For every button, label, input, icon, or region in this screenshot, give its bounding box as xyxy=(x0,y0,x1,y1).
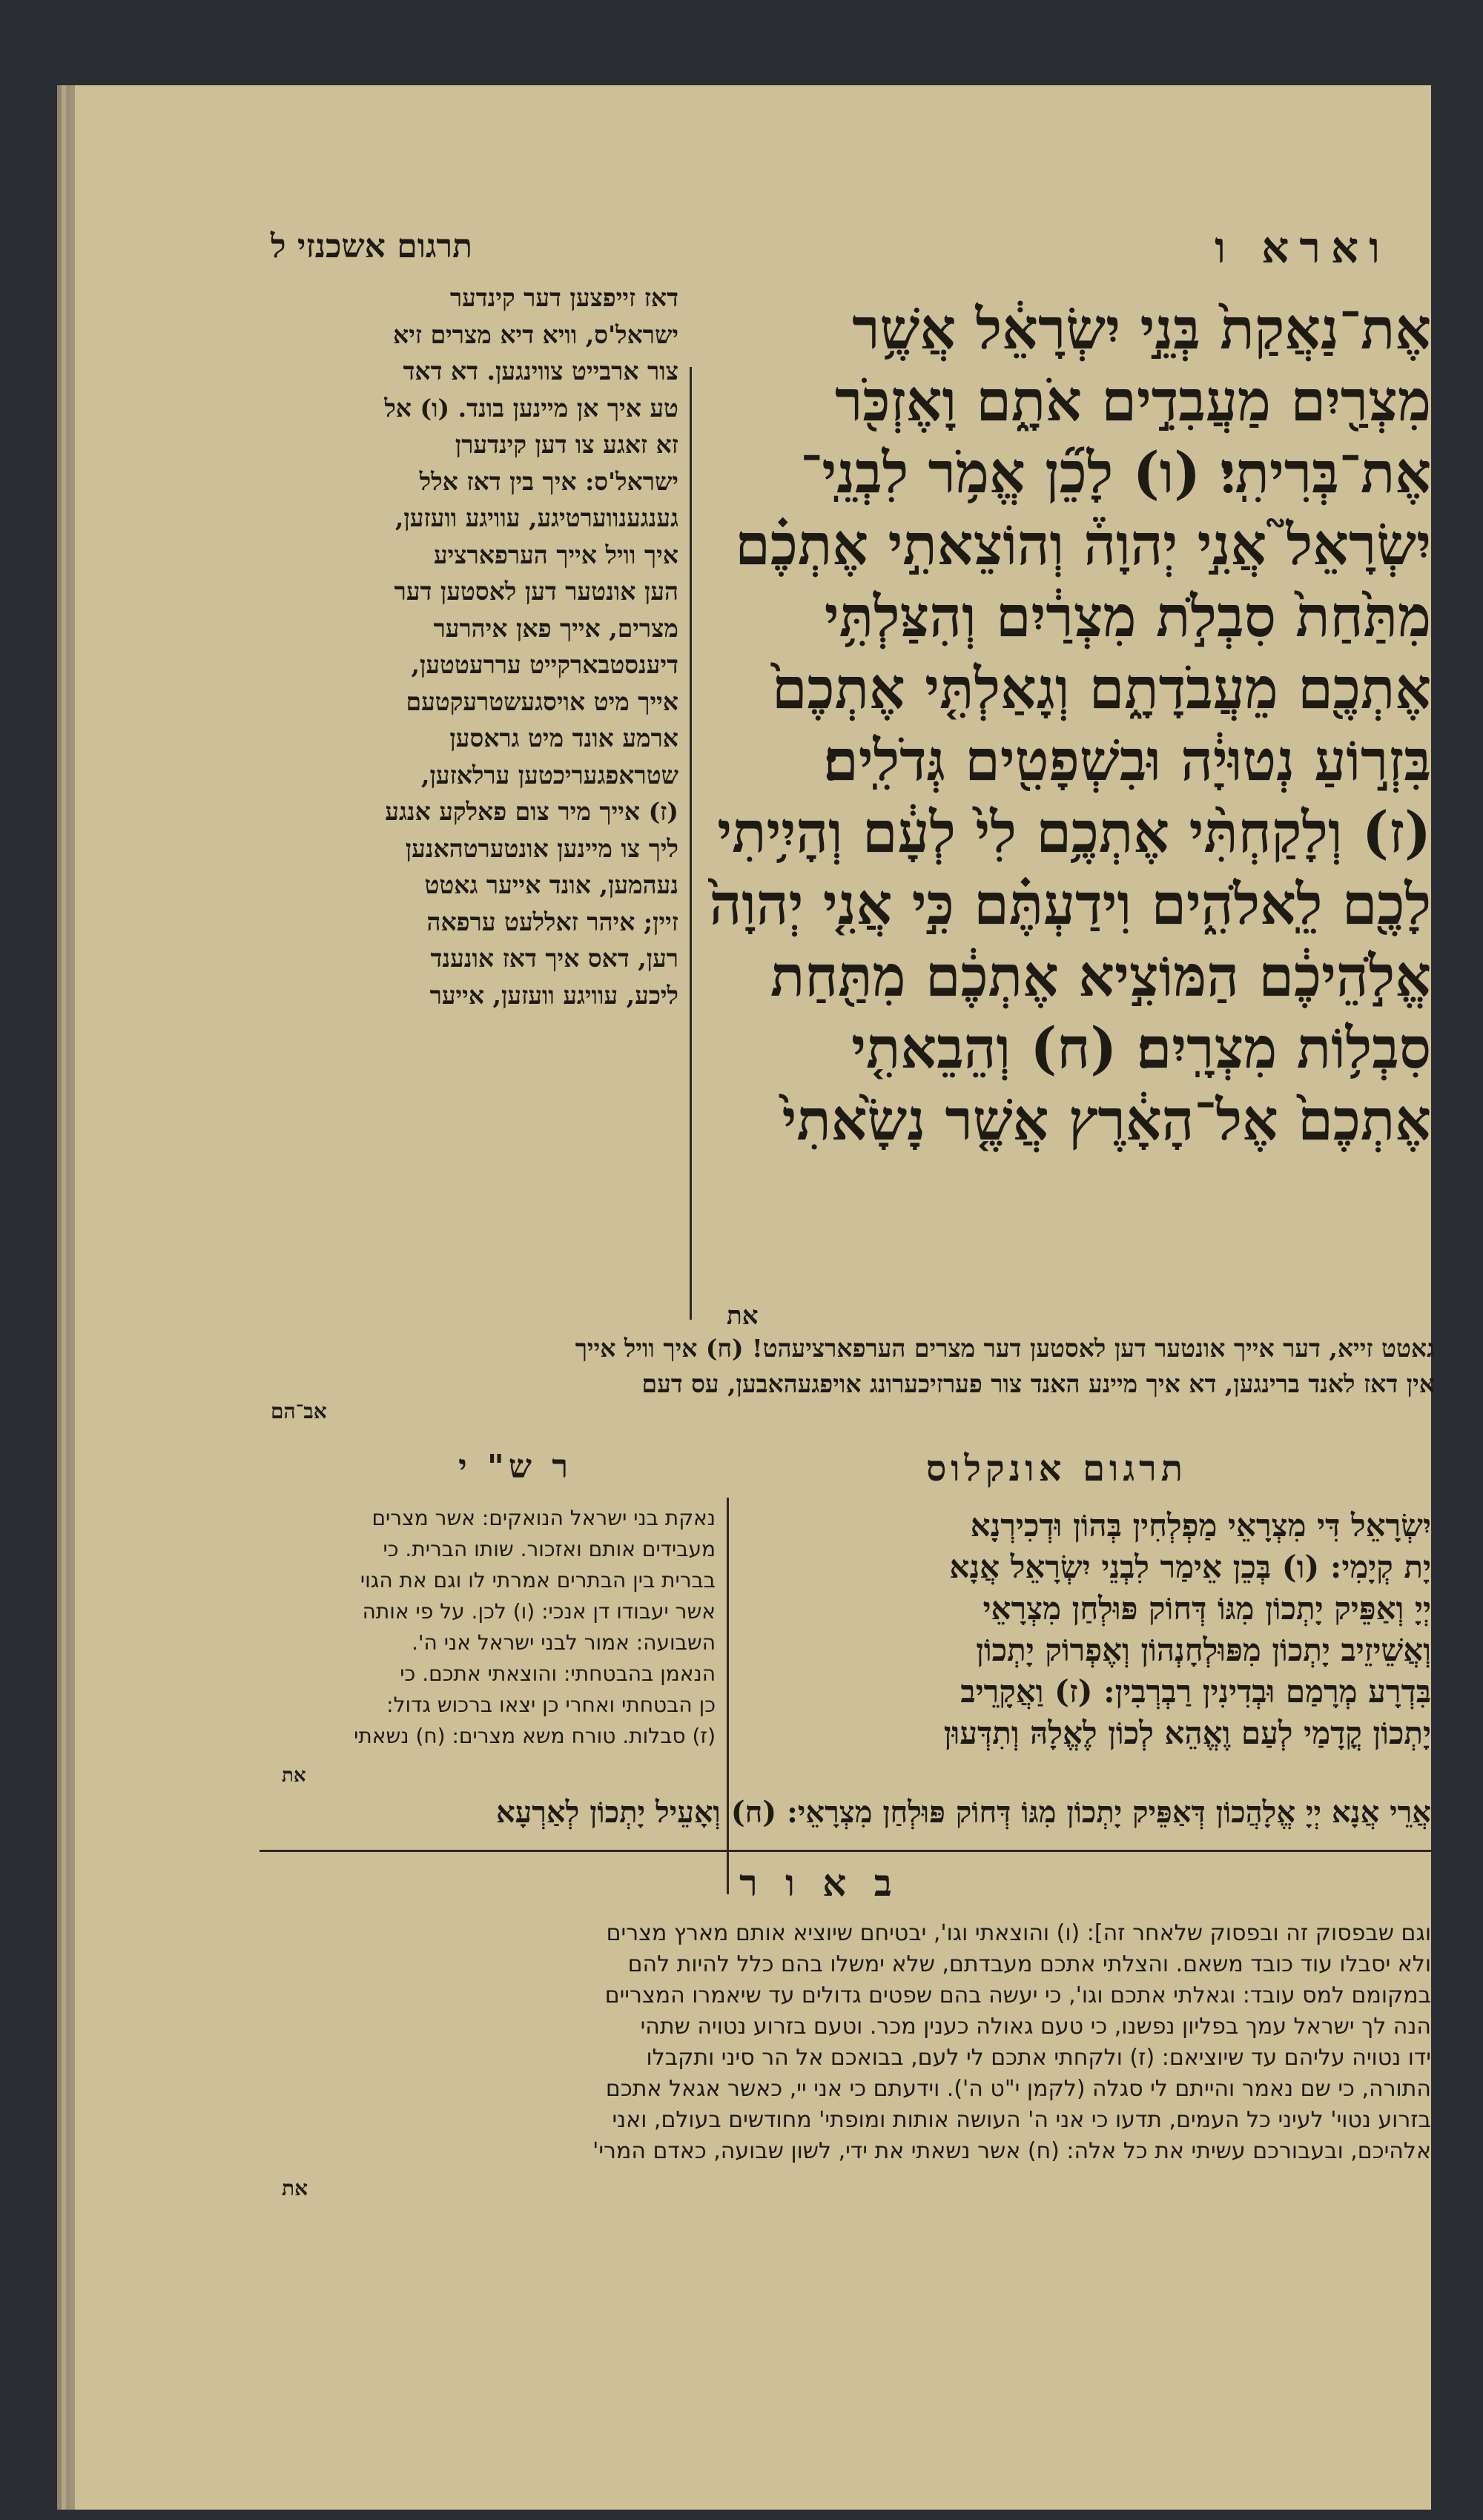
hebrew-catchword: את xyxy=(727,1301,759,1331)
rashi-title: ר ש" י xyxy=(458,1448,572,1486)
yiddish-line: ישראל'ס: איך בין דאז אלל xyxy=(419,466,678,496)
yiddish-line: דיענסטבארקייט עררעטטען, xyxy=(411,650,678,679)
rashi-line: מעבידים אותם ואזכור. שותו הברית. כי xyxy=(383,1537,716,1561)
hebrew-line: יִשְׂרָאֵל֮ אֲנִ֣י יְהוָה֒ וְהוֹצֵאתִ֣י אֶתְכֶ֗ם xyxy=(735,512,1431,578)
biur-line: הנה לך ישראל עמך בפליון נפשנו, כי טעם גאולה כענין מכר. וטעם בזרוע נטויה שתהי xyxy=(640,2014,1431,2040)
biur-line: במקומם למס עובד: וגאלתי אתכם וגו', כי יעשה בהם שפטים גדולים עד שיאמרו המצריים xyxy=(604,1982,1431,2008)
rashi-line: הנאמן בהבטחתי: והוצאתי אתכם. כי xyxy=(400,1661,716,1686)
yiddish-line: ליך צו מיינען אונטערטהאנען xyxy=(405,833,678,863)
biur-line: בזרוע נטוי' לעיני כל העמים, תדעו כי אני ה' העושה אותות ומופתי' מחודשים בעולם, ואני xyxy=(612,2107,1431,2133)
yiddish-line: זא זאגע צו דען קינדערן xyxy=(455,430,678,459)
rashi-line: השבועה: אמור לבני ישראל אני ה'. xyxy=(411,1630,716,1655)
yiddish-line: שטראפגעריכטען ערלאזען, xyxy=(421,760,678,790)
biur-text xyxy=(267,1918,1431,2167)
onkelos-line: יְיָ וְאַפֵּיק יָתְכוֹן מִגּוֹ דְּחוֹק פּוּלְחַן מִצְרָאֵי xyxy=(982,1590,1431,1627)
rashi-line: (ז) סבלות. טורח משא מצרים: (ח) נשאתי xyxy=(354,1724,716,1748)
yiddish-line: אייך מיט אויסגעשטרעקטעם xyxy=(406,687,678,716)
rashi-line: אשר יעבודו דן אנכי: (ו) לכן. על פי אותה xyxy=(362,1599,716,1624)
yiddish-column xyxy=(267,280,678,1013)
yiddish-line: צור ארבייט צווינגען. דא דאד xyxy=(403,357,678,386)
hebrew-line: בִּזְר֣וֹעַ נְטוּיָ֔ה וּבִשְׁפָטִ֖ים גְּדֹלִֽים׃ xyxy=(823,727,1431,793)
yiddish-line: איך וויל אייך הערפארציע xyxy=(433,540,678,569)
book-page xyxy=(70,85,1435,2510)
onkelos-column xyxy=(738,1505,1431,1754)
yiddish-line: מצרים, אייך פאן איהרער xyxy=(433,613,678,643)
biur-line: ולא יסבלו עוד כובד משאם. והצלתי אתכם מעבדתם, שלא ימשלו בהם כלל להיות להם xyxy=(627,1951,1431,1977)
yiddish-line: ישראל'ס, וויא דיא מצרים זיא xyxy=(393,320,678,349)
yiddish-line: ארמע אונד מיט גראסען xyxy=(449,724,678,753)
header-parsha-title: וארא ו xyxy=(1215,222,1390,273)
yiddish-line: (ז) אייך מיר צום פאלקע אנגע xyxy=(385,797,678,826)
yiddish-wide-line: אין דאז לאנד ברינגען, דא איך מיינע האנד צור פערזיכערונג אויפגעהאבען, עס דעם xyxy=(641,1369,1435,1398)
yiddish-line: דאז זייפצען דער קינדער xyxy=(449,283,678,312)
yiddish-line: ליכע, עוויגע וועזען, אייער xyxy=(429,980,678,1010)
biur-rule xyxy=(260,1850,1431,1852)
yiddish-line: רען, דאס איך דאז אונענד xyxy=(430,944,678,973)
yiddish-catchword: אב־הם xyxy=(271,1399,327,1423)
column-divider xyxy=(690,367,692,1320)
commentary-divider xyxy=(727,1498,729,1894)
hebrew-line: מִתַּ֙חַת֙ סִבְלֹ֣ת מִצְרַ֔יִם וְהִצַּלְתִּ֥י xyxy=(824,583,1431,649)
biur-line: התורה, כי שם נאמר והייתם לי סגלה (לקמן י"ט ה'). וידעתם כי אני יי, כאשר אגאל אתכם xyxy=(605,2076,1431,2102)
onkelos-line: יִשְׂרָאֵל דִּי מִצְרָאֵי מַפְלְחִין בְּהוֹן וּדְכִירְנָא xyxy=(970,1507,1431,1544)
hebrew-line: סִבְל֥וֹת מִצְרָֽיִם׃ (ח) וְהֵבֵאתִ֤י xyxy=(851,1015,1431,1081)
yiddish-line: גענגענווערטיגע, עוויגע וועזען, xyxy=(394,503,678,532)
biur-catchword: את xyxy=(282,2176,308,2200)
header-targum-title: תרגום אשכנזי ל xyxy=(271,228,472,265)
yiddish-line: הען אונטער דען לאסטען דער xyxy=(394,577,678,606)
hebrew-line: אֶתְכֶ֖ם מֵעֲבֹדָתָ֑ם וְגָאַלְתִּ֤י אֶתְכֶם֙ xyxy=(772,655,1431,721)
biur-title: ב א ו ר xyxy=(739,1861,899,1905)
page-edge xyxy=(70,85,75,2510)
rashi-line: בברית בין הבתרים אמרתי לו וגם את הגוי xyxy=(360,1568,716,1593)
hebrew-line: מִצְרַ֖יִם מַעֲבִדִ֣ים אֹתָ֑ם וָאֶזְכֹּ֖ר xyxy=(834,368,1431,434)
onkelos-wide-line: אֲרֵי אֲנָא יְיָ אֱלָהֲכוֹן דְּאַפֵּיק יָתְכוֹן מִגּוֹ דְּחוֹק פּוּלְחַן מִצְרָאֵי: (ח) וְאָעֵיל יָתְכוֹן לְאַרְעָא xyxy=(495,1795,1431,1830)
onkelos-title: תרגום אונקלוס xyxy=(925,1448,1188,1489)
hebrew-line: לָכֶ֖ם לֵֽאלֹהִ֑ים וִידַעְתֶּ֗ם כִּ֣י אֲנִ֤י יְהוָה֙ xyxy=(709,871,1431,937)
rashi-line: נאקת בני ישראל הנואקים: אשר מצרים xyxy=(371,1506,716,1530)
yiddish-line: נעהמען, אונד אייער גאטט xyxy=(424,870,678,899)
hebrew-line: אֶתְכֶם֙ אֶל־הָאָ֔רֶץ אֲשֶׁ֤ר נָשָׂ֙אתִי֙ xyxy=(782,1087,1431,1153)
rashi-column xyxy=(267,1503,716,1752)
yiddish-full-width xyxy=(267,1331,1435,1402)
yiddish-line: זיין; איהר זאללעט ערפאה xyxy=(426,907,678,936)
hebrew-line: אֶת־בְּרִיתִֽי׃ (ו) לָכֵ֞ן אֱמֹ֥ר לִבְנֵֽי־ xyxy=(800,440,1431,506)
yiddish-line: טע איך אן מיינען בונד. (ו) אל xyxy=(384,393,678,423)
rashi-line: כן הבטחתי ואחרי כן יצאו ברכוש גדול: xyxy=(386,1693,716,1717)
hebrew-line: (ז) וְלָקַחְתִּ֨י אֶתְכֶ֥ם לִי֙ לְעָ֔ם וְהָיִ֥יתִי xyxy=(717,799,1431,865)
biur-line: וגם שבפסוק זה ובפסוק שלאחר זה]: (ו) והוצאתי וגו', יבטיחם שיוציא אותם מארץ מצרים xyxy=(606,1920,1431,1946)
rashi-catchword: את xyxy=(282,1765,306,1787)
onkelos-line: יָתְכוֹן קֳדָמַי לְעַם וֶאֱהֵא לְכוֹן לֶאֱלָהּ וְתִדְּעוּן xyxy=(943,1715,1431,1751)
hebrew-text-block xyxy=(701,293,1431,1156)
onkelos-line: וְאֲשֵׁיזֵיב יָתְכוֹן מִפּוּלְחָנְהוֹן וְאֶפְרוֹק יָתְכוֹן xyxy=(976,1632,1431,1668)
biur-line: אלהיכם, ובעבורכם עשיתי את כל אלה: (ח) אשר נשאתי את ידי, לשון שבועה, כאדם המרי' xyxy=(592,2138,1431,2164)
onkelos-line: יָת קְיָמִי: (ו) בְּכֵן אֵימַר לִבְנֵי יִשְׂרָאֵל אֲנָא xyxy=(949,1549,1431,1585)
biur-line: ידו נטויה עליהם עד שיוציאם: (ז) ולקחתי אתכם לי לעם, בבואכם אל הר סיני ותקבלו xyxy=(646,2045,1431,2071)
hebrew-line: אֱלֹ֣הֵיכֶ֔ם הַמּוֹצִ֣יא אֶתְכֶ֔ם מִתַּ֖חַת xyxy=(770,943,1431,1009)
onkelos-line: בִּדְרָע מְרָמַם וּבְדִינִין רַבְרְבִין: (ז) וַאֲקָרֵיב xyxy=(960,1673,1431,1710)
hebrew-line: אֶת־נַאֲקַת֙ בְּנֵ֣י יִשְׂרָאֵ֔ל אֲשֶׁ֥ר xyxy=(852,296,1431,362)
yiddish-wide-line: גאטט זייא, דער אייך אונטער דען לאסטען דער מצרים הערפארציעהט! (ח) איך וויל אייך xyxy=(575,1334,1435,1363)
